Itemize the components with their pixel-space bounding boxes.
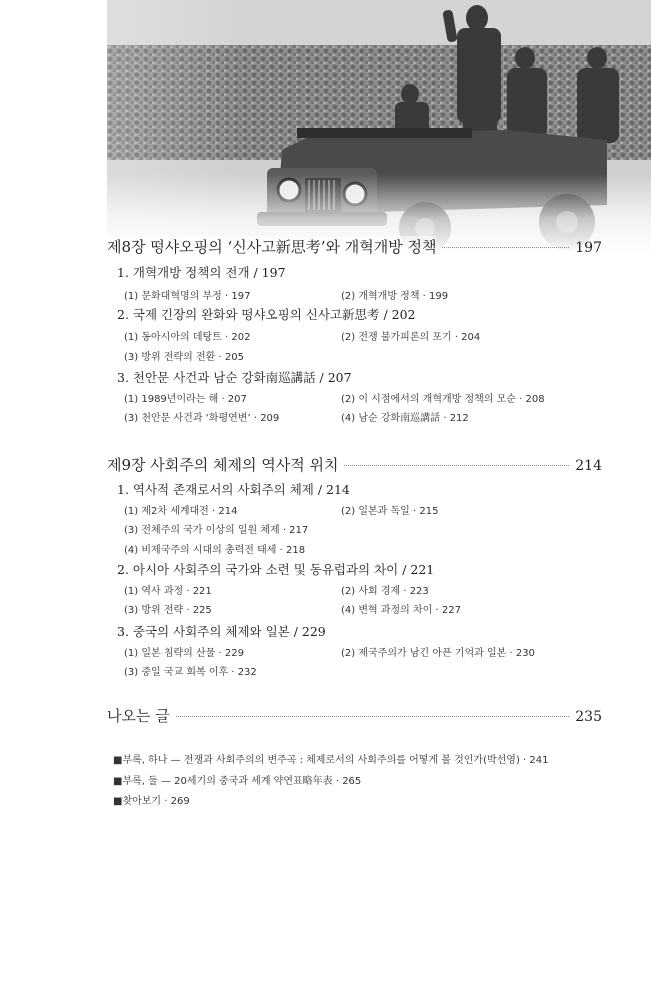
- subsection-item: (1) 문화대혁명의 부정 · 197: [124, 291, 251, 302]
- section-title: 2. 아시아 사회주의 국가와 소련 및 동유럽과의 차이 / 221: [117, 562, 435, 577]
- dot-leader: [344, 465, 569, 466]
- subsection-item: (1) 동아시아의 데탕트 · 202: [124, 332, 251, 343]
- subsection-item: (1) 일본 침략의 산물 · 229: [124, 648, 244, 659]
- dot-leader: [176, 716, 570, 717]
- section-title: 3. 천안문 사건과 남순 강화南巡講話 / 207: [117, 370, 352, 385]
- subsection-item: (3) 방위 전략의 전환 · 205: [124, 352, 244, 363]
- subsection-item: (3) 전체주의 국가 이상의 일원 체제 · 217: [124, 525, 309, 536]
- subsection-item: (2) 이 시점에서의 개혁개방 정책의 모순 · 208: [341, 394, 545, 405]
- dot-leader: [442, 247, 569, 248]
- subsection-item: (4) 남순 강화南巡講話 · 212: [341, 413, 469, 424]
- chapter-title: 제9장 사회주의 체제의 역사적 위치: [107, 456, 339, 474]
- subsection-item: (2) 제국주의가 남긴 아픈 기억과 일본 · 230: [341, 648, 535, 659]
- chapter-heading: [107, 454, 602, 475]
- subsection-item: (4) 비제국주의 시대의 총력전 태세 · 218: [124, 545, 306, 556]
- subsection-item: (2) 사회 경제 · 223: [341, 586, 429, 597]
- subsection-item: (1) 역사 과정 · 221: [124, 586, 212, 597]
- section-title: 1. 역사적 존재로서의 사회주의 체제 / 214: [117, 482, 350, 497]
- subsection-item: (3) 중일 국교 회복 이후 · 232: [124, 667, 257, 678]
- subsection-item: (3) 천안문 사건과 ‘화평연변’ · 209: [124, 413, 280, 424]
- subsection-item: (4) 변혁 과정의 차이 · 227: [341, 605, 461, 616]
- subsection-item: (2) 일본과 독일 · 215: [341, 506, 439, 517]
- chapter-page: 214: [575, 458, 602, 474]
- chapter-page: 197: [575, 240, 602, 256]
- appendix-item: ■찾아보기 · 269: [113, 796, 190, 807]
- subsection-item: (1) 제2차 세계대전 · 214: [124, 506, 238, 517]
- chapter-title: 제8장 떵샤오핑의 ‘신사고新思考’와 개혁개방 정책: [107, 238, 437, 256]
- epilogue-heading: [107, 705, 602, 726]
- subsection-item: (3) 방위 전략 · 225: [124, 605, 212, 616]
- epilogue-title: 나오는 글: [107, 707, 170, 725]
- subsection-item: (1) 1989년이라는 해 · 207: [124, 394, 247, 405]
- appendix-item: ■부록, 둘 — 20세기의 중국과 세계 약연표略年表 · 265: [113, 776, 362, 787]
- subsection-item: (2) 전쟁 불가피론의 포기 · 204: [341, 332, 481, 343]
- section-title: 2. 국제 긴장의 완화와 떵샤오핑의 신사고新思考 / 202: [117, 307, 416, 322]
- subsection-item: (2) 개혁개방 정책 · 199: [341, 291, 449, 302]
- appendix-item: ■부록, 하나 — 전쟁과 사회주의의 변주곡 : 체제로서의 사회주의를 어떻게 볼 것인가(박선영) · 241: [113, 755, 549, 766]
- epilogue-page: 235: [575, 709, 602, 725]
- section-title: 1. 개혁개방 정책의 전개 / 197: [117, 265, 286, 280]
- section-title: 3. 중국의 사회주의 체제와 일본 / 229: [117, 624, 326, 639]
- chapter-heading: [107, 236, 602, 257]
